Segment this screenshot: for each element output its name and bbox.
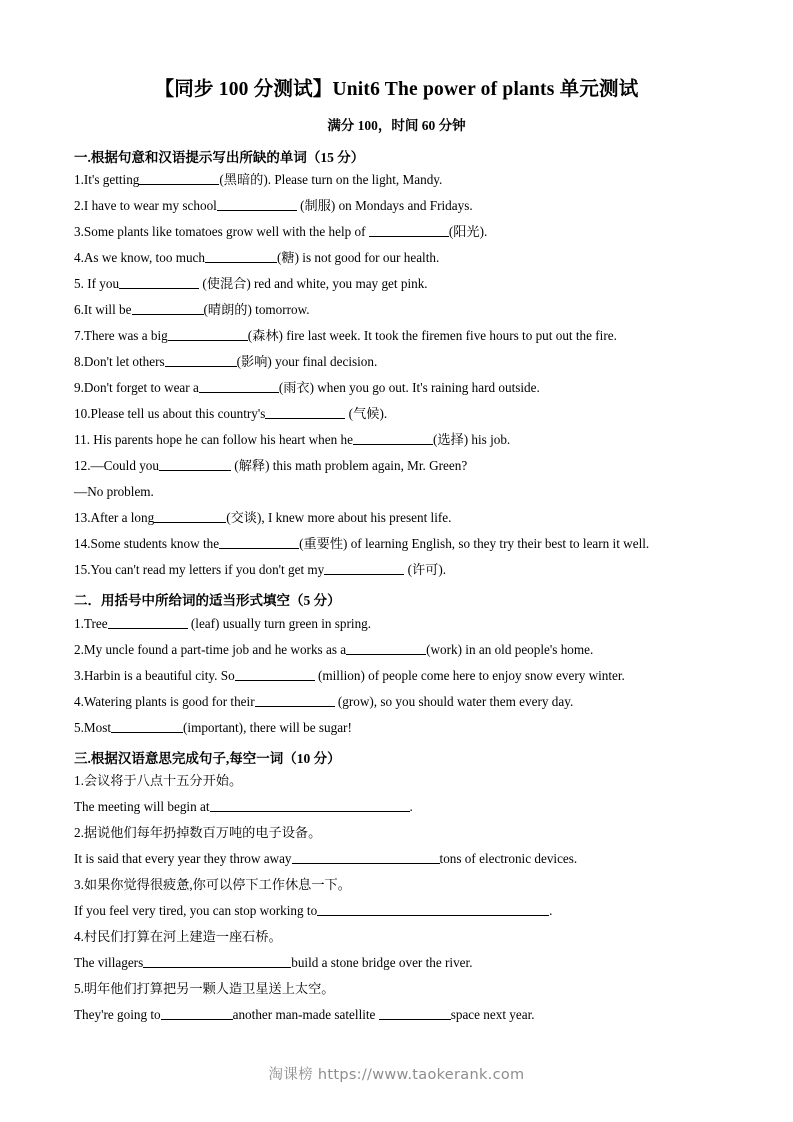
- question-text: (雨衣) when you go out. It's raining hard outside.: [278, 380, 540, 396]
- question-text: tons of electronic devices.: [439, 851, 578, 867]
- sections-container: [74, 137, 719, 1029]
- question-line: [74, 531, 719, 557]
- question-line: [74, 715, 719, 741]
- question-text: 6.It will be: [74, 302, 132, 318]
- answer-blank[interactable]: [353, 432, 433, 445]
- question-line: [74, 820, 719, 846]
- section-heading: 一.根据句意和汉语提示写出所缺的单词（15 分）: [74, 149, 365, 165]
- question-text: (气候).: [345, 406, 388, 422]
- answer-blank[interactable]: [139, 172, 219, 185]
- question-text: 11. His parents hope he can follow his heart when he: [74, 432, 353, 448]
- question-line: [74, 323, 719, 349]
- question-text: (影响) your final decision.: [236, 354, 378, 370]
- answer-blank[interactable]: [165, 354, 237, 367]
- question-line: [74, 950, 719, 976]
- question-text: They're going to: [74, 1007, 161, 1023]
- question-text: (黑暗的). Please turn on the light, Mandy.: [219, 172, 443, 188]
- question-text: 3.Harbin is a beautiful city. So: [74, 667, 235, 683]
- question-line: [74, 427, 719, 453]
- question-text: 15.You can't read my letters if you don't get my: [74, 562, 325, 578]
- answer-blank[interactable]: [205, 250, 277, 263]
- answer-blank[interactable]: [369, 224, 449, 237]
- question-text: 10.Please tell us about this country's: [74, 406, 266, 422]
- question-text: (million) of people come here to enjoy snow every winter.: [314, 667, 625, 683]
- answer-blank[interactable]: [119, 276, 199, 289]
- question-text: (选择) his job.: [432, 432, 511, 448]
- question-text: If you feel very tired, you can stop working to: [74, 903, 318, 919]
- footer-watermark: 淘课榜 https://www.taokerank.com: [268, 1067, 525, 1083]
- question-text: (许可).: [404, 562, 447, 578]
- answer-blank[interactable]: [132, 302, 204, 315]
- answer-blank[interactable]: [235, 668, 315, 681]
- question-text: 2.据说他们每年扔掉数百万吨的电子设备。: [74, 825, 322, 841]
- question-text: (grow), so you should water them every day.: [334, 693, 574, 709]
- question-line: [74, 794, 719, 820]
- question-line: [74, 349, 719, 375]
- section-heading: 二．用括号中所给词的适当形式填空（5 分）: [74, 593, 341, 609]
- question-text: (解释) this math problem again, Mr. Green?: [231, 458, 468, 474]
- answer-blank[interactable]: [219, 536, 299, 549]
- question-text: 12.—Could you: [74, 458, 159, 474]
- question-line: [74, 375, 719, 401]
- question-text: (森林) fire last week. It took the firemen five hours to put out the fire.: [247, 328, 617, 344]
- question-line: [74, 219, 719, 245]
- answer-blank[interactable]: [379, 1007, 451, 1020]
- question-text: space next year.: [450, 1007, 535, 1023]
- question-text: 3.Some plants like tomatoes grow well with the help of: [74, 224, 369, 240]
- question-text: 9.Don't forget to wear a: [74, 380, 199, 396]
- question-line: [74, 1002, 719, 1028]
- question-text: 7.There was a big: [74, 328, 168, 344]
- question-line: [74, 505, 719, 531]
- question-text: (交谈), I knew more about his present life.: [226, 510, 452, 526]
- answer-blank[interactable]: [346, 642, 426, 655]
- question-text: 2.My uncle found a part-time job and he works as a: [74, 641, 347, 657]
- question-text: (晴朗的) tomorrow.: [203, 302, 310, 318]
- question-line: [74, 637, 719, 663]
- question-text: 14.Some students know the: [74, 536, 220, 552]
- question-text: The meeting will begin at: [74, 799, 210, 815]
- answer-blank[interactable]: [159, 458, 231, 471]
- question-line: [74, 245, 719, 271]
- question-text: —No problem.: [74, 484, 154, 500]
- question-line: [74, 924, 719, 950]
- answer-blank[interactable]: [199, 380, 279, 393]
- question-text: 4.As we know, too much: [74, 250, 206, 266]
- question-text: 13.After a long: [74, 510, 155, 526]
- question-text: 1.Tree: [74, 615, 108, 631]
- page-title: 【同步 100 分测试】Unit6 The power of plants 单元测试: [154, 79, 639, 100]
- answer-blank[interactable]: [317, 903, 549, 916]
- question-text: (重要性) of learning English, so they try their best to learn it well.: [299, 536, 650, 552]
- question-line: [74, 768, 719, 794]
- question-line: [74, 401, 719, 427]
- answer-blank[interactable]: [143, 955, 291, 968]
- question-text: It is said that every year they throw away: [74, 851, 292, 867]
- answer-blank[interactable]: [108, 616, 188, 629]
- answer-blank[interactable]: [168, 328, 248, 341]
- question-text: 4.Watering plants is good for their: [74, 693, 255, 709]
- answer-blank[interactable]: [217, 198, 297, 211]
- question-text: build a stone bridge over the river.: [291, 955, 473, 971]
- question-text: another man-made satellite: [232, 1007, 379, 1023]
- question-text: 1.会议将于八点十五分开始。: [74, 773, 243, 789]
- question-line: [74, 297, 719, 323]
- question-line: [74, 663, 719, 689]
- question-line: [74, 689, 719, 715]
- question-text: (使混合) red and white, you may get pink.: [199, 276, 428, 292]
- question-text: The villagers: [74, 955, 144, 971]
- question-line: [74, 557, 719, 583]
- question-text: (important), there will be sugar!: [183, 719, 352, 735]
- answer-blank[interactable]: [210, 799, 410, 812]
- question-text: 5.Most: [74, 719, 112, 735]
- answer-blank[interactable]: [292, 851, 440, 864]
- question-text: 1.It's getting: [74, 172, 140, 188]
- question-text: (制服) on Mondays and Fridays.: [296, 198, 473, 214]
- question-text: (糖) is not good for our health.: [277, 250, 440, 266]
- question-line: [74, 479, 719, 505]
- section-heading: 三.根据汉语意思完成句子,每空一词（10 分）: [74, 750, 341, 766]
- answer-blank[interactable]: [154, 510, 226, 523]
- question-line: [74, 453, 719, 479]
- answer-blank[interactable]: [324, 562, 404, 575]
- question-line: [74, 872, 719, 898]
- answer-blank[interactable]: [161, 1007, 233, 1020]
- question-line: [74, 611, 719, 637]
- question-line: [74, 898, 719, 924]
- answer-blank[interactable]: [265, 406, 345, 419]
- answer-blank[interactable]: [111, 720, 183, 733]
- question-text: 8.Don't let others: [74, 354, 165, 370]
- page-subtitle: 满分 100，时间 60 分钟: [327, 118, 466, 134]
- question-text: (阳光).: [448, 224, 488, 240]
- question-text: 5. If you: [74, 276, 120, 292]
- question-line: [74, 167, 719, 193]
- question-text: 4.村民们打算在河上建造一座石桥。: [74, 929, 282, 945]
- question-text: .: [549, 903, 553, 919]
- question-text: 5.明年他们打算把另一颗人造卫星送上太空。: [74, 981, 335, 997]
- question-line: [74, 846, 719, 872]
- question-text: (work) in an old people's home.: [426, 641, 594, 657]
- question-text: 3.如果你觉得很疲惫,你可以停下工作休息一下。: [74, 877, 351, 893]
- question-text: 2.I have to wear my school: [74, 198, 217, 214]
- answer-blank[interactable]: [255, 694, 335, 707]
- question-text: .: [409, 799, 413, 815]
- question-line: [74, 976, 719, 1002]
- question-line: [74, 271, 719, 297]
- question-line: [74, 193, 719, 219]
- question-text: (leaf) usually turn green in spring.: [187, 615, 372, 631]
